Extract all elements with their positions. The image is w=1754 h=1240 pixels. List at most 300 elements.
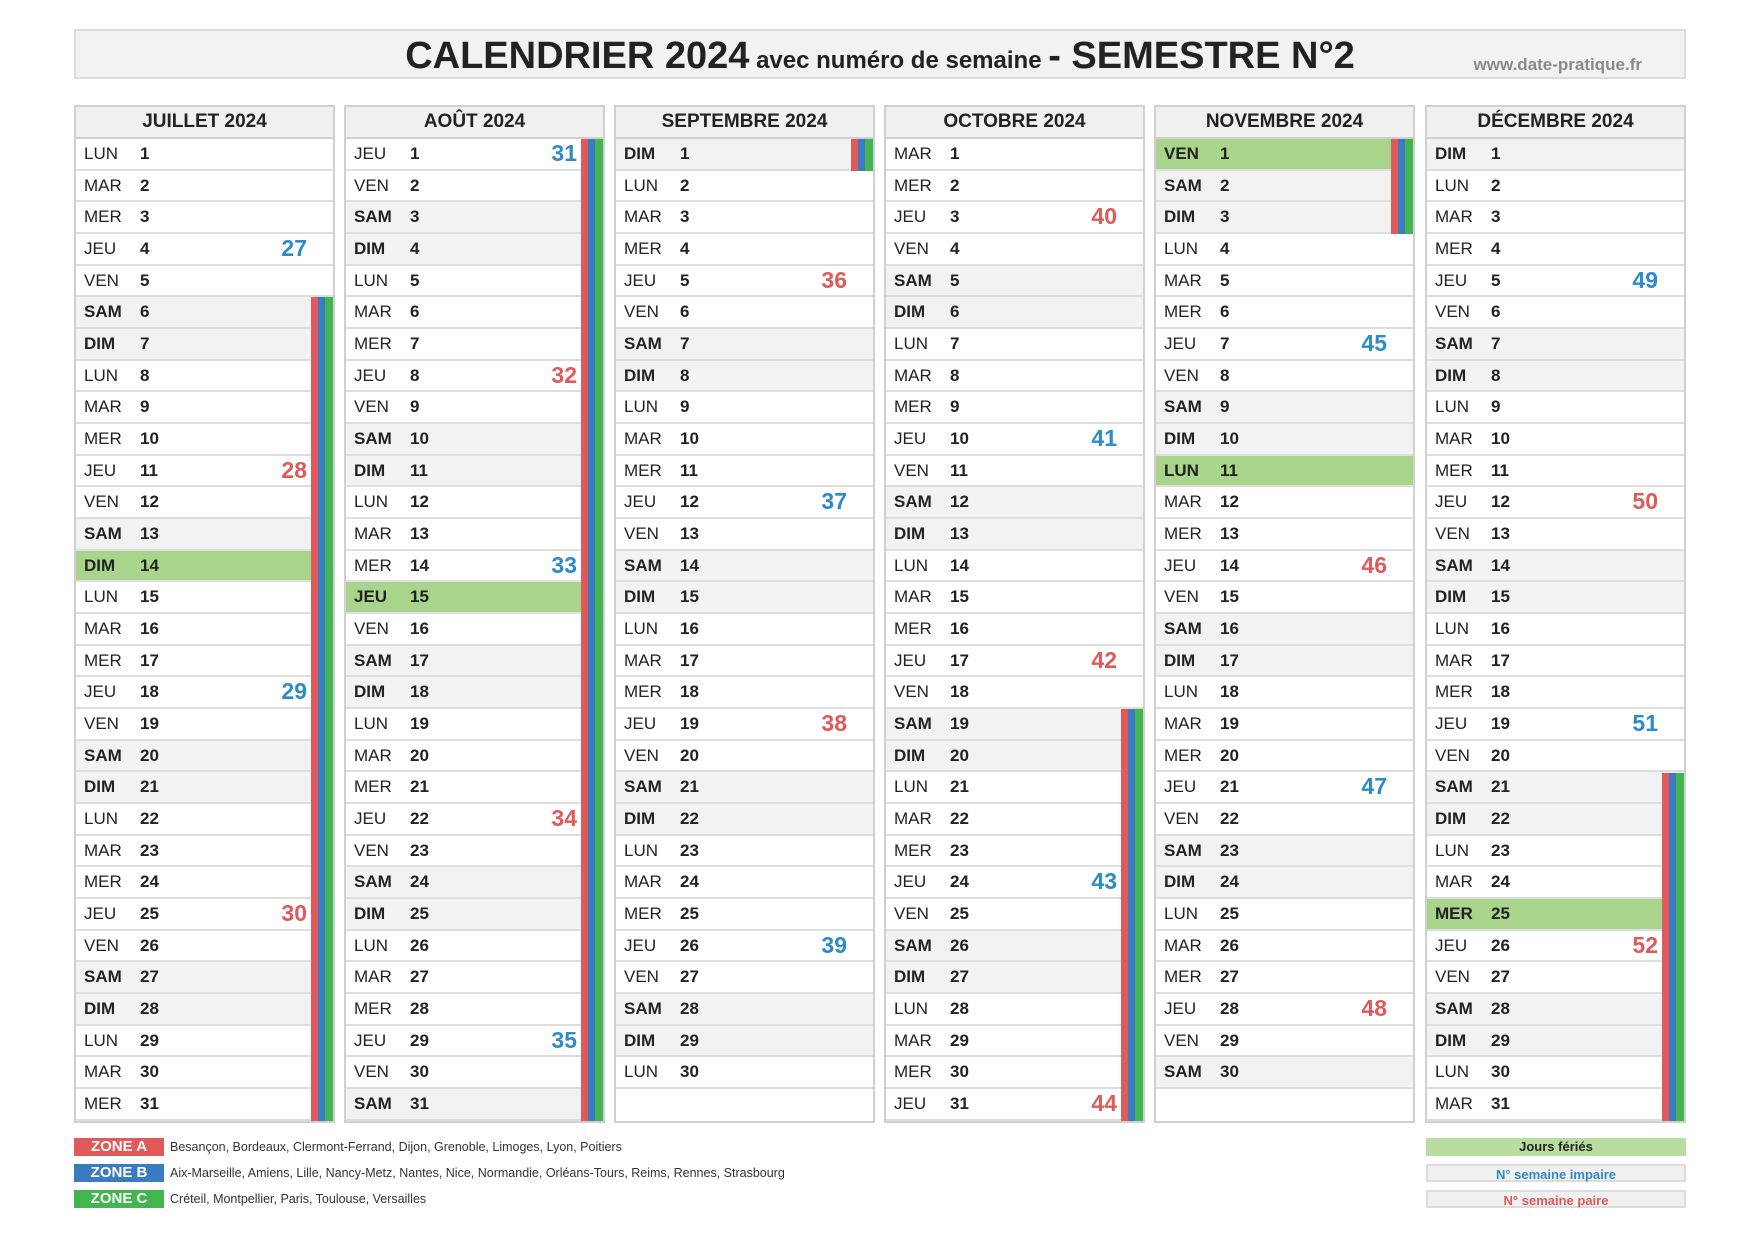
day-row: [1427, 994, 1684, 1026]
day-number: 17: [1220, 650, 1239, 670]
day-number: 23: [950, 840, 969, 860]
day-row: [886, 234, 1143, 266]
day-number: 21: [680, 777, 699, 797]
day-number: 8: [410, 365, 420, 385]
day-number: 26: [140, 935, 159, 955]
weekday-label: JEU: [1435, 492, 1468, 512]
day-row: [346, 646, 603, 678]
day-row: [76, 582, 333, 614]
day-row: [616, 171, 873, 203]
day-row: [346, 899, 603, 931]
day-row: [76, 424, 333, 456]
weekday-label: MER: [894, 397, 932, 417]
day-number: 29: [680, 1030, 699, 1050]
day-row: [1156, 899, 1413, 931]
month-title: JUILLET 2024: [76, 107, 333, 139]
zone-b-stripe: [1669, 773, 1676, 1121]
zone-b-badge: ZONE B: [74, 1164, 164, 1182]
day-row: [616, 804, 873, 836]
weekday-label: MER: [624, 460, 662, 480]
day-row: [1156, 266, 1413, 298]
day-row: [346, 361, 603, 393]
weekday-label: SAM: [84, 967, 122, 987]
week-number: 30: [281, 900, 307, 927]
day-number: 24: [950, 872, 969, 892]
day-number: 25: [140, 904, 159, 924]
weekday-label: MER: [354, 777, 392, 797]
weekday-label: VEN: [894, 460, 929, 480]
day-row: [1156, 614, 1413, 646]
day-row: [76, 202, 333, 234]
day-number: 24: [140, 872, 159, 892]
day-row: [616, 519, 873, 551]
day-number: 19: [1491, 714, 1510, 734]
day-row: [886, 1026, 1143, 1058]
day-row: [886, 487, 1143, 519]
week-number: 39: [821, 931, 847, 958]
day-number: 30: [1220, 1062, 1239, 1082]
day-row: [616, 202, 873, 234]
day-number: 28: [410, 999, 429, 1019]
weekday-label: VEN: [354, 840, 389, 860]
day-number: 29: [950, 1030, 969, 1050]
weekday-label: LUN: [84, 809, 119, 829]
week-number: 45: [1361, 330, 1387, 357]
day-row: [616, 582, 873, 614]
day-row: [1156, 392, 1413, 424]
weekday-label: VEN: [1435, 745, 1470, 765]
day-number: 28: [1491, 999, 1510, 1019]
day-number: 1: [950, 144, 960, 163]
day-number: 18: [1220, 682, 1239, 702]
weekday-label: SAM: [624, 999, 662, 1019]
weekday-label: DIM: [624, 809, 656, 829]
day-number: 20: [410, 745, 429, 765]
day-number: 3: [950, 207, 960, 227]
day-row: [886, 867, 1143, 899]
day-number: 10: [950, 429, 969, 449]
day-row: [346, 456, 603, 488]
weekday-label: SAM: [354, 429, 392, 449]
weekday-label: JEU: [894, 207, 927, 227]
week-number: 32: [551, 361, 577, 388]
weekday-label: MER: [84, 1094, 122, 1114]
day-number: 3: [1491, 207, 1501, 227]
day-number: 11: [680, 460, 698, 480]
day-number: 5: [1220, 270, 1230, 290]
day-row: [1156, 551, 1413, 583]
day-number: 4: [950, 239, 960, 259]
page-title: [76, 35, 1684, 78]
day-number: 22: [680, 809, 699, 829]
day-number: 25: [1220, 904, 1239, 924]
day-number: 16: [410, 619, 429, 639]
day-row: [1156, 329, 1413, 361]
day-number: 21: [1491, 777, 1510, 797]
day-row: [616, 962, 873, 994]
day-row: [1427, 551, 1684, 583]
weekday-label: SAM: [84, 745, 122, 765]
day-row: [886, 392, 1143, 424]
weekday-label: SAM: [624, 777, 662, 797]
weekday-label: MER: [624, 904, 662, 924]
day-row: [616, 899, 873, 931]
day-number: 13: [950, 524, 969, 544]
day-number: 3: [410, 207, 420, 227]
day-number: 16: [950, 619, 969, 639]
weekday-label: VEN: [894, 682, 929, 702]
legend-odd-week: N° semaine impaire: [1426, 1164, 1686, 1182]
day-number: 15: [680, 587, 699, 607]
weekday-label: LUN: [624, 1062, 659, 1082]
weekday-label: SAM: [894, 935, 932, 955]
weekday-label: JEU: [894, 872, 927, 892]
weekday-label: JEU: [894, 1094, 927, 1114]
week-number: 50: [1632, 488, 1658, 515]
day-row: [346, 772, 603, 804]
day-row: [1156, 171, 1413, 203]
day-number: 30: [140, 1062, 159, 1082]
weekday-label: SAM: [1435, 555, 1473, 575]
weekday-label: MAR: [1435, 1094, 1473, 1114]
day-number: 14: [680, 555, 699, 575]
day-row: [616, 994, 873, 1026]
day-row: [76, 741, 333, 773]
day-number: 27: [1220, 967, 1239, 987]
weekday-label: JEU: [84, 460, 117, 480]
day-number: 17: [680, 650, 699, 670]
day-row: [616, 772, 873, 804]
day-number: 18: [680, 682, 699, 702]
day-row: [76, 519, 333, 551]
day-row: [886, 361, 1143, 393]
day-row: [76, 677, 333, 709]
day-number: 10: [1220, 429, 1239, 449]
weekday-label: SAM: [1164, 840, 1202, 860]
weekday-label: VEN: [1164, 1030, 1199, 1050]
weekday-label: SAM: [1435, 999, 1473, 1019]
weekday-label: MER: [84, 429, 122, 449]
zone-b-stripe: [588, 139, 595, 1121]
day-row: [76, 646, 333, 678]
weekday-label: SAM: [1164, 1062, 1202, 1082]
weekday-label: MAR: [1164, 935, 1202, 955]
day-number: 30: [680, 1062, 699, 1082]
day-number: 9: [410, 397, 420, 417]
day-number: 9: [680, 397, 690, 417]
weekday-label: DIM: [1435, 1030, 1467, 1050]
day-number: 19: [410, 714, 429, 734]
day-row: [886, 266, 1143, 298]
day-row: [886, 772, 1143, 804]
weekday-label: MER: [894, 619, 932, 639]
day-number: 8: [680, 365, 690, 385]
day-row: [886, 646, 1143, 678]
weekday-label: SAM: [1164, 175, 1202, 195]
month-title: NOVEMBRE 2024: [1156, 107, 1413, 139]
weekday-label: LUN: [354, 492, 389, 512]
day-number: 12: [950, 492, 969, 512]
weekday-label: DIM: [354, 682, 386, 702]
day-number: 13: [140, 524, 159, 544]
school-holiday-bar: [581, 139, 603, 1121]
day-row: [1427, 582, 1684, 614]
day-number: 6: [410, 302, 420, 322]
day-row: [616, 297, 873, 329]
day-number: 14: [950, 555, 969, 575]
zone-a-badge: ZONE A: [74, 1138, 164, 1156]
day-number: 20: [680, 745, 699, 765]
zone-a-stripe: [851, 139, 858, 171]
website-link[interactable]: www.date-pratique.fr: [1473, 55, 1642, 74]
weekday-label: MAR: [624, 872, 662, 892]
weekday-label: MAR: [1164, 270, 1202, 290]
day-row: [616, 614, 873, 646]
day-number: 31: [950, 1094, 969, 1114]
day-row: [76, 234, 333, 266]
day-number: 2: [950, 175, 960, 195]
day-row: [346, 804, 603, 836]
day-number: 26: [1220, 935, 1239, 955]
day-number: 31: [1491, 1094, 1510, 1114]
weekday-label: DIM: [84, 555, 116, 575]
day-number: 26: [680, 935, 699, 955]
day-row: [886, 139, 1143, 171]
day-number: 28: [680, 999, 699, 1019]
day-number: 5: [950, 270, 960, 290]
weekday-label: SAM: [894, 270, 932, 290]
day-row: [76, 266, 333, 298]
week-number: 29: [281, 678, 307, 705]
day-number: 15: [1220, 587, 1239, 607]
day-row: [886, 709, 1143, 741]
day-number: 7: [140, 334, 150, 354]
day-row: [1427, 931, 1684, 963]
month-column: [1154, 105, 1415, 1123]
day-number: 25: [1491, 904, 1510, 924]
zone-a-stripe: [311, 297, 318, 1121]
day-row: [76, 297, 333, 329]
day-number: 26: [1491, 935, 1510, 955]
day-number: 27: [410, 967, 429, 987]
weekday-label: JEU: [894, 650, 927, 670]
day-row: [76, 899, 333, 931]
day-number: 26: [410, 935, 429, 955]
day-number: 8: [140, 365, 150, 385]
weekday-label: MAR: [1435, 872, 1473, 892]
day-number: 13: [680, 524, 699, 544]
day-row: [76, 456, 333, 488]
day-row: [346, 551, 603, 583]
weekday-label: VEN: [354, 619, 389, 639]
day-number: 20: [950, 745, 969, 765]
day-number: 8: [950, 365, 960, 385]
day-row: [616, 709, 873, 741]
zone-a-stripe: [1662, 773, 1669, 1121]
weekday-label: LUN: [354, 714, 389, 734]
day-row: [1427, 709, 1684, 741]
day-row: [346, 519, 603, 551]
day-number: 26: [950, 935, 969, 955]
day-number: 1: [1491, 144, 1501, 163]
day-row: [886, 994, 1143, 1026]
day-row: [1427, 202, 1684, 234]
day-row: [616, 487, 873, 519]
weekday-label: LUN: [894, 999, 929, 1019]
day-row: [886, 582, 1143, 614]
day-row: [1427, 646, 1684, 678]
day-number: 6: [1220, 302, 1230, 322]
day-number: 11: [410, 460, 428, 480]
day-row: [1427, 234, 1684, 266]
day-row: [346, 677, 603, 709]
day-row: [1427, 804, 1684, 836]
day-number: 9: [1491, 397, 1501, 417]
day-number: 18: [950, 682, 969, 702]
title-subtitle: avec numéro de semaine: [749, 47, 1049, 74]
day-row: [1427, 772, 1684, 804]
day-row: [1427, 1057, 1684, 1089]
month-title: DÉCEMBRE 2024: [1427, 107, 1684, 139]
day-row: [1156, 994, 1413, 1026]
day-number: 29: [1491, 1030, 1510, 1050]
day-row: [1427, 614, 1684, 646]
day-number: 22: [950, 809, 969, 829]
weekday-label: LUN: [894, 777, 929, 797]
weekday-label: MAR: [354, 524, 392, 544]
day-row: [1427, 677, 1684, 709]
weekday-label: DIM: [894, 967, 926, 987]
day-row: [76, 804, 333, 836]
day-row: [616, 867, 873, 899]
weekday-label: JEU: [1164, 555, 1197, 575]
day-number: 18: [410, 682, 429, 702]
legend-even-week: N° semaine paire: [1426, 1190, 1686, 1208]
day-row: [886, 836, 1143, 868]
holiday-row: [346, 582, 603, 614]
day-row: [616, 139, 873, 171]
weekday-label: SAM: [894, 492, 932, 512]
weekday-label: MAR: [894, 365, 932, 385]
day-number: 17: [140, 650, 159, 670]
day-number: 6: [140, 302, 150, 322]
month-title: AOÛT 2024: [346, 107, 603, 139]
day-row: [1427, 962, 1684, 994]
weekday-label: VEN: [1435, 524, 1470, 544]
day-number: 9: [1220, 397, 1230, 417]
day-number: 19: [140, 714, 159, 734]
day-row: [1427, 519, 1684, 551]
day-row: [346, 202, 603, 234]
day-number: 25: [410, 904, 429, 924]
weekday-label: SAM: [1164, 619, 1202, 639]
day-row: [1156, 582, 1413, 614]
zone-b-stripe: [1128, 709, 1135, 1121]
school-holiday-bar: [1121, 709, 1143, 1121]
day-row: [346, 741, 603, 773]
day-number: 4: [680, 239, 690, 259]
week-number: 36: [821, 266, 847, 293]
weekday-label: MAR: [1435, 207, 1473, 227]
weekday-label: LUN: [624, 840, 659, 860]
legend-holidays: Jours fériés: [1426, 1138, 1686, 1156]
day-number: 12: [140, 492, 159, 512]
weekday-label: MER: [1435, 904, 1473, 924]
day-number: 4: [1491, 239, 1501, 259]
day-number: 2: [140, 175, 150, 195]
zone-a-stripe: [1391, 139, 1398, 234]
day-row: [886, 456, 1143, 488]
day-row: [346, 614, 603, 646]
day-number: 22: [410, 809, 429, 829]
month-title: SEPTEMBRE 2024: [616, 107, 873, 139]
weekday-label: VEN: [1164, 587, 1199, 607]
day-number: 28: [1220, 999, 1239, 1019]
day-row: [1156, 1026, 1413, 1058]
day-number: 24: [410, 872, 429, 892]
day-number: 23: [1491, 840, 1510, 860]
week-number: 52: [1632, 931, 1658, 958]
day-row: [346, 1057, 603, 1089]
day-row: [76, 931, 333, 963]
weekday-label: JEU: [84, 239, 117, 259]
weekday-label: MAR: [894, 809, 932, 829]
weekday-label: JEU: [1435, 935, 1468, 955]
day-number: 4: [410, 239, 420, 259]
month-column: [614, 105, 875, 1123]
day-row: [76, 361, 333, 393]
weekday-label: JEU: [1164, 999, 1197, 1019]
weekday-label: MER: [84, 872, 122, 892]
day-number: 7: [680, 334, 690, 354]
school-holiday-bar: [851, 139, 873, 171]
day-row: [1156, 487, 1413, 519]
month-column: [884, 105, 1145, 1123]
day-row: [1156, 297, 1413, 329]
zone-a-cities: Besançon, Bordeaux, Clermont-Ferrand, Dijon, Grenoble, Limoges, Lyon, Poitiers: [170, 1140, 622, 1154]
weekday-label: VEN: [624, 967, 659, 987]
weekday-label: SAM: [354, 207, 392, 227]
day-number: 20: [140, 745, 159, 765]
day-number: 10: [680, 429, 699, 449]
day-number: 11: [950, 460, 968, 480]
weekday-label: LUN: [354, 270, 389, 290]
weekday-label: MER: [354, 334, 392, 354]
weekday-label: JEU: [624, 492, 657, 512]
day-number: 15: [140, 587, 159, 607]
day-row: [616, 1026, 873, 1058]
weekday-label: LUN: [1435, 840, 1470, 860]
day-number: 24: [1491, 872, 1510, 892]
day-number: 3: [140, 207, 150, 227]
weekday-label: VEN: [84, 270, 119, 290]
day-number: 21: [410, 777, 429, 797]
day-row: [1427, 456, 1684, 488]
weekday-label: JEU: [624, 714, 657, 734]
day-row: [1427, 171, 1684, 203]
weekday-label: MAR: [354, 745, 392, 765]
weekday-label: SAM: [354, 1094, 392, 1114]
weekday-label: DIM: [624, 144, 656, 163]
weekday-label: LUN: [894, 555, 929, 575]
weekday-label: MER: [354, 999, 392, 1019]
day-row: [616, 424, 873, 456]
day-number: 12: [680, 492, 699, 512]
weekday-label: MAR: [84, 1062, 122, 1082]
weekday-label: VEN: [1164, 365, 1199, 385]
weekday-label: MAR: [354, 967, 392, 987]
weekday-label: LUN: [354, 935, 389, 955]
